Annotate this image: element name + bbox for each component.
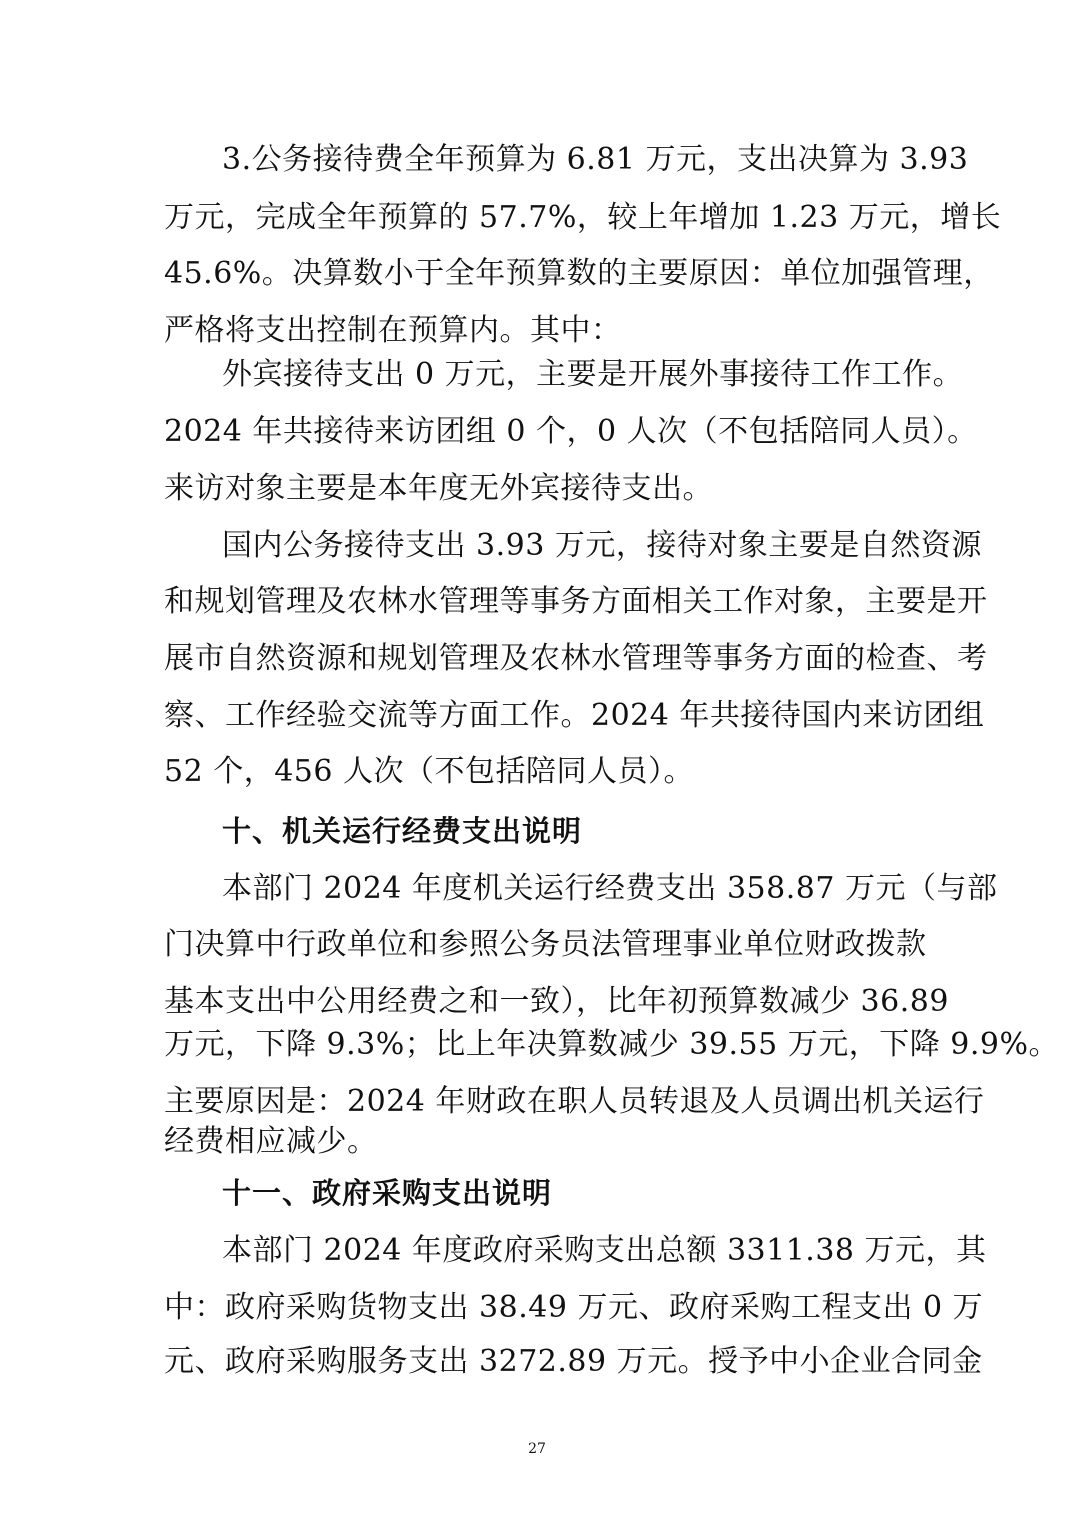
body-text-line: 2024 年共接待来访团组 0 个，0 人次（不包括陪同人员）。 — [164, 414, 978, 449]
body-text-line: 国内公务接待支出 3.93 万元，接待对象主要是自然资源 — [222, 528, 982, 563]
body-text-line: 展市自然资源和规划管理及农林水管理等事务方面的检查、考 — [164, 641, 988, 676]
body-text-line: 3.公务接待费全年预算为 6.81 万元，支出决算为 3.93 — [222, 142, 969, 177]
body-text-line: 45.6%。决算数小于全年预算数的主要原因：单位加强管理， — [164, 256, 994, 291]
section-heading-government-procurement: 十一、政府采购支出说明 — [222, 1176, 553, 1210]
section-heading-operating-expenses: 十、机关运行经费支出说明 — [222, 814, 583, 848]
body-text-line: 元、政府采购服务支出 3272.89 万元。授予中小企业合同金 — [164, 1344, 983, 1379]
body-text-line: 严格将支出控制在预算内。其中： — [164, 313, 622, 348]
body-text-line: 52 个，456 人次（不包括陪同人员）。 — [164, 754, 695, 789]
body-text-line: 门决算中行政单位和参照公务员法管理事业单位财政拨款 — [164, 927, 927, 962]
body-text-line: 本部门 2024 年度机关运行经费支出 358.87 万元（与部 — [222, 871, 998, 906]
body-text-line: 本部门 2024 年度政府采购支出总额 3311.38 万元，其 — [222, 1233, 987, 1268]
body-text-line: 经费相应减少。 — [164, 1124, 378, 1159]
body-text-line: 中：政府采购货物支出 38.49 万元、政府采购工程支出 0 万 — [164, 1290, 984, 1325]
body-text-line: 基本支出中公用经费之和一致），比年初预算数减少 36.89 — [164, 984, 949, 1019]
body-text-line: 万元，完成全年预算的 57.7%，较上年增加 1.23 万元，增长 — [164, 200, 1002, 235]
body-text-line: 和规划管理及农林水管理等事务方面相关工作对象，主要是开 — [164, 584, 988, 619]
body-text-line: 外宾接待支出 0 万元，主要是开展外事接待工作工作。 — [222, 357, 964, 392]
page-number: 27 — [528, 1441, 546, 1457]
body-text-line: 察、工作经验交流等方面工作。2024 年共接待国内来访团组 — [164, 698, 985, 733]
body-text-line: 万元，下降 9.3%；比上年决算数减少 39.55 万元，下降 9.9%。 — [164, 1027, 1059, 1062]
body-text-line: 来访对象主要是本年度无外宾接待支出。 — [164, 471, 713, 506]
body-text-line: 主要原因是：2024 年财政在职人员转退及人员调出机关运行 — [164, 1084, 985, 1119]
